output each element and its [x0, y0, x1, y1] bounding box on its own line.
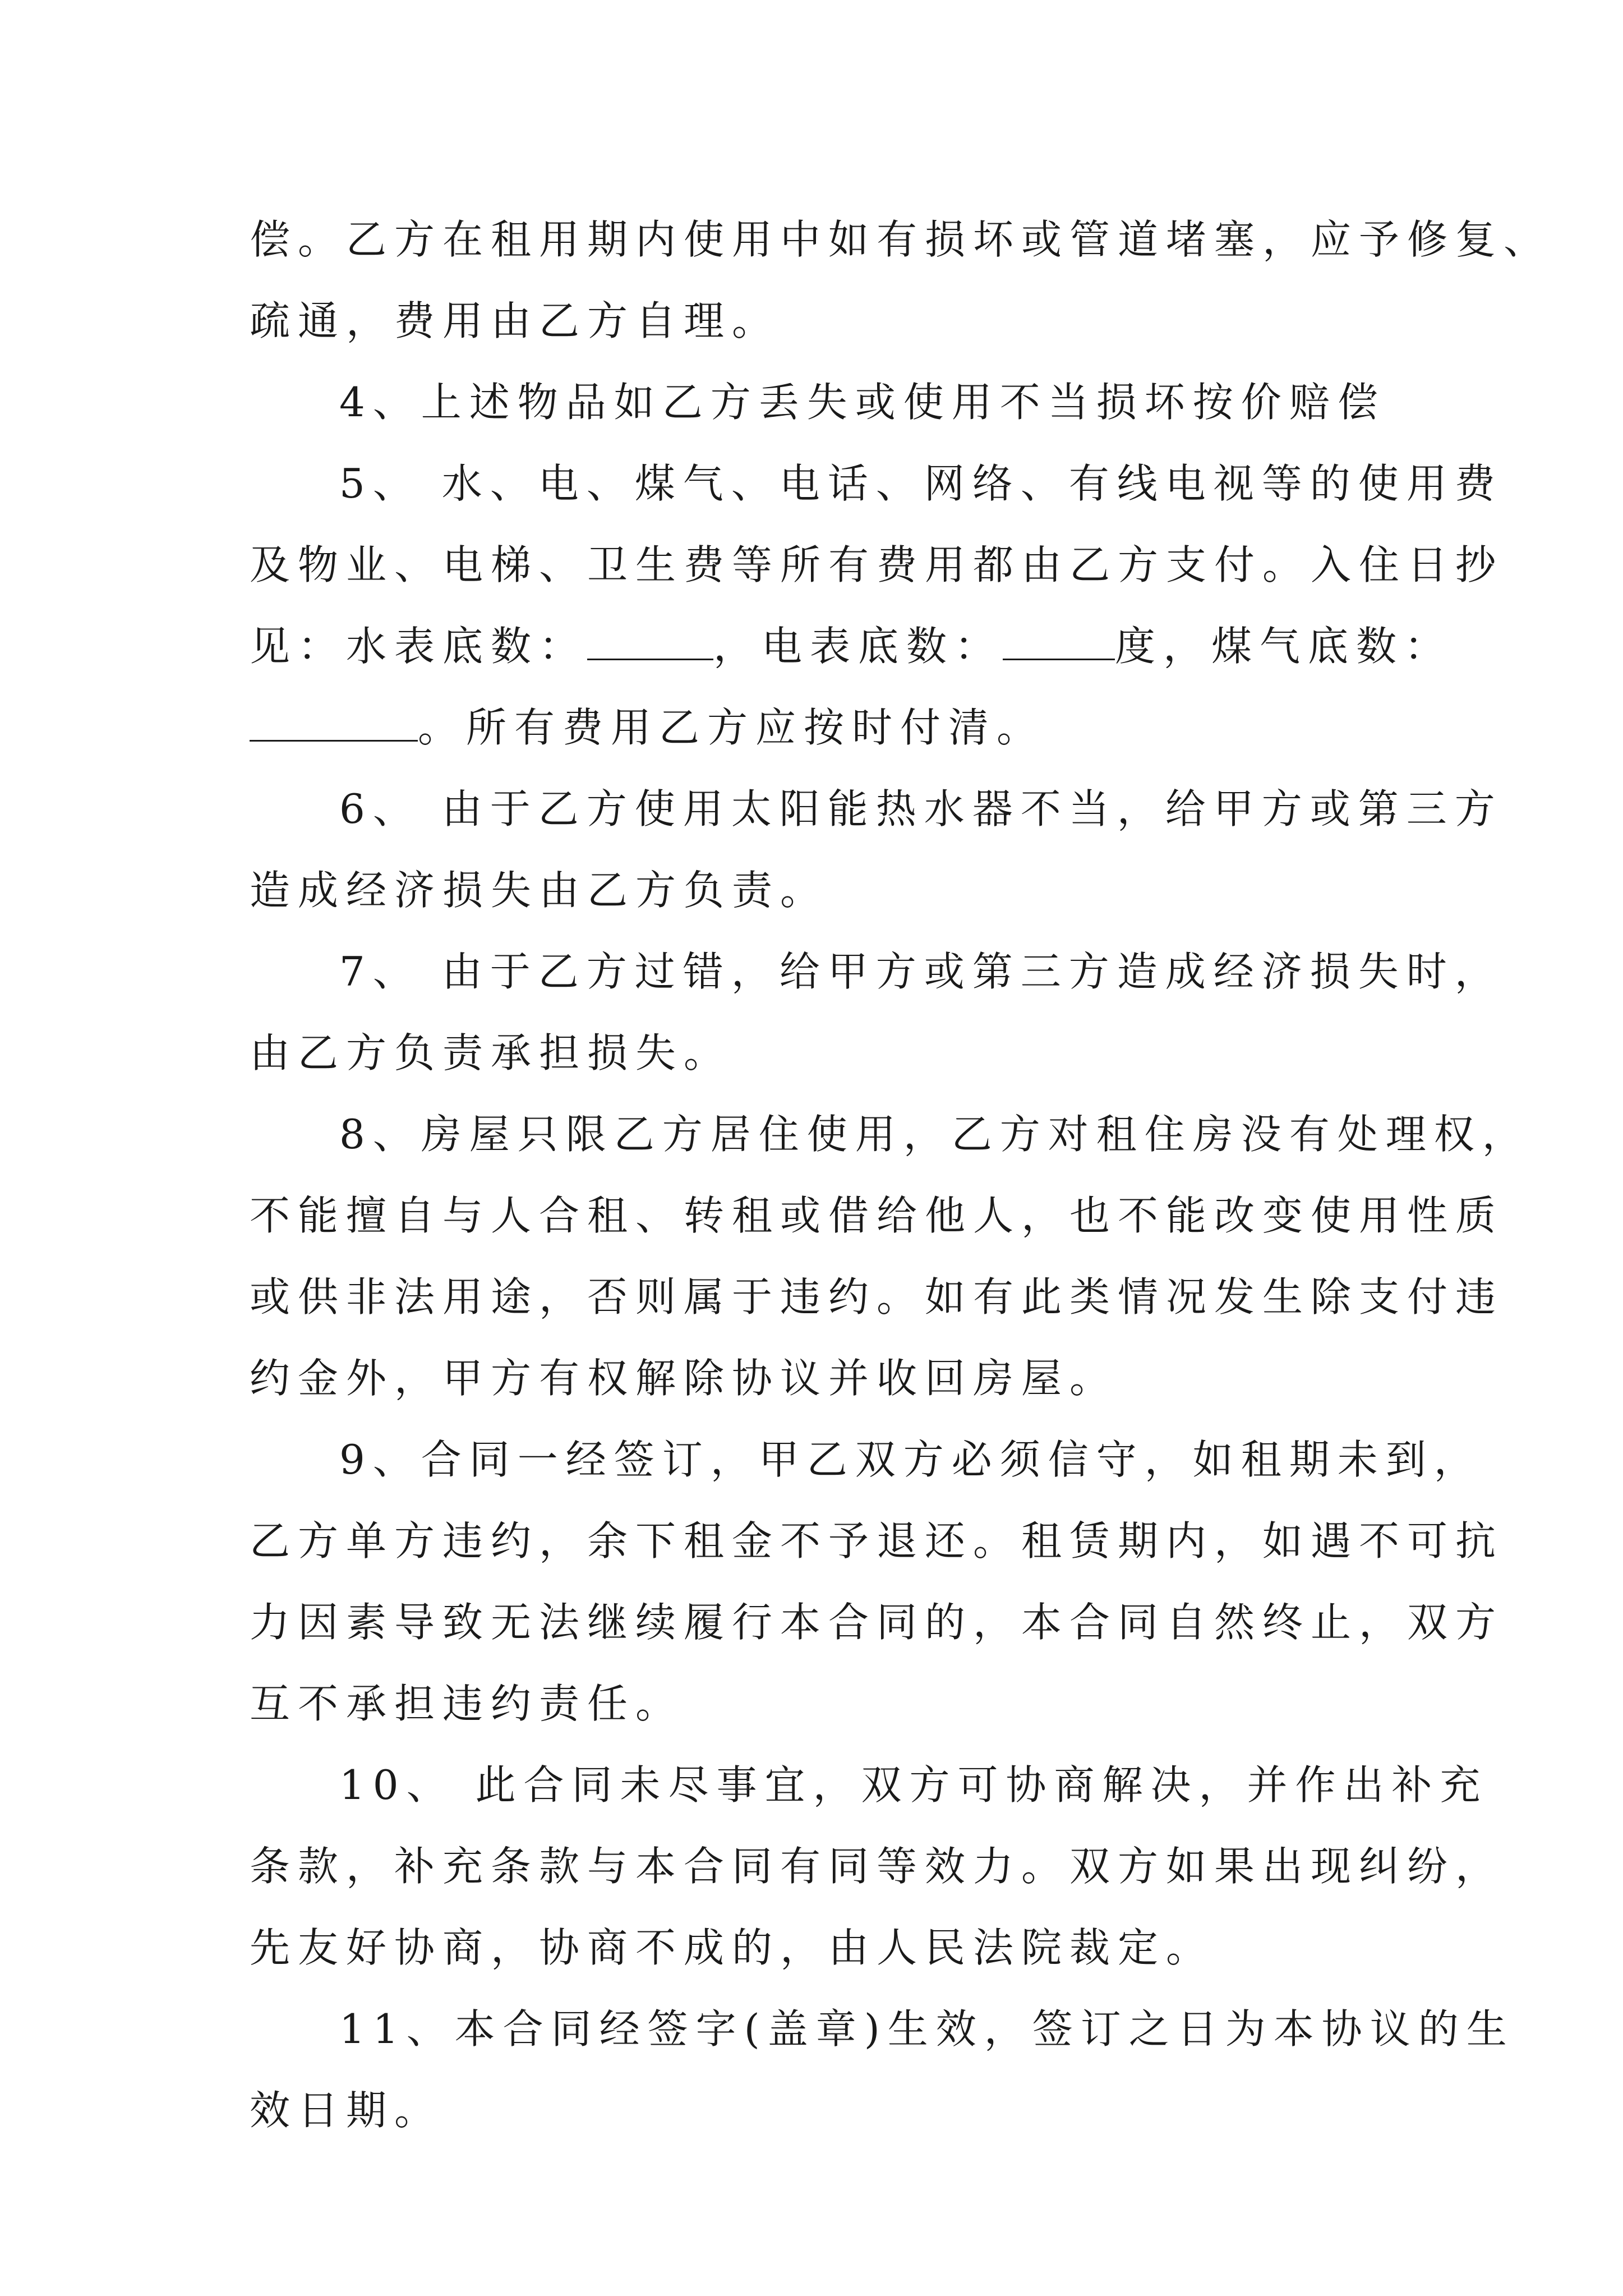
gas-reading-line — [250, 687, 1399, 769]
text-line: 疏通，费用由乙方自理。 — [250, 297, 781, 344]
clause-5: 5、 水、电、煤气、电话、网络、有线电视等的使用费 — [339, 460, 1503, 507]
water-meter-blank — [587, 614, 713, 660]
text-line: 或供非法用途，否则属于违约。如有此类情况发生除支付违 — [250, 1273, 1504, 1320]
clause-10: 10、 此合同未尽事宜，双方可协商解决，并作出补充 — [339, 1761, 1488, 1809]
text-line: 互不承担违约责任。 — [250, 1680, 684, 1727]
gas-meter-blank — [250, 695, 418, 742]
text-line: 造成经济损失由乙方负责。 — [250, 867, 829, 914]
text-line: 由乙方负责承担损失。 — [250, 1029, 732, 1076]
text-line: 偿。乙方在租用期内使用中如有损坏或管道堵塞，应予修复、 — [250, 216, 1552, 263]
gas-meter-label: 度，煤气底数： — [1115, 623, 1453, 670]
text-line: 约金外，甲方有权解除协议并收回房屋。 — [250, 1355, 1118, 1402]
payment-note: 。所有费用乙方应按时付清。 — [418, 704, 1045, 751]
clause-7: 7、 由于乙方过错，给甲方或第三方造成经济损失时， — [339, 948, 1503, 995]
text-line: 效日期。 — [250, 2087, 443, 2134]
clause-6: 6、 由于乙方使用太阳能热水器不当，给甲方或第三方 — [339, 785, 1503, 832]
text-line: 及物业、电梯、卫生费等所有费用都由乙方支付。入住日抄 — [250, 541, 1504, 588]
text-line: 不能擅自与人合租、转租或借给他人，也不能改变使用性质 — [250, 1192, 1504, 1239]
meter-reading-line — [250, 606, 1453, 687]
electric-meter-label: ，电表底数： — [713, 623, 1003, 670]
water-meter-label: 见：水表底数： — [250, 623, 588, 670]
clause-4: 4、上述物品如乙方丢失或使用不当损坏按价赔偿 — [339, 379, 1386, 426]
text-line: 条款，补充条款与本合同有同等效力。双方如果出现纠纷， — [250, 1843, 1504, 1890]
clause-11: 11、本合同经签字(盖章)生效，签订之日为本协议的生 — [339, 2005, 1515, 2053]
clause-9: 9、合同一经签订，甲乙双方必须信守，如租期未到， — [339, 1436, 1482, 1483]
clause-8: 8、房屋只限乙方居住使用，乙方对租住房没有处理权， — [339, 1111, 1530, 1158]
electric-meter-blank — [1003, 614, 1115, 660]
text-line: 乙方单方违约，余下租金不予退还。租赁期内，如遇不可抗 — [250, 1517, 1504, 1565]
document-body — [250, 199, 1552, 2151]
text-line: 先友好协商，协商不成的，由人民法院裁定。 — [250, 1924, 1215, 1971]
text-line: 力因素导致无法继续履行本合同的，本合同自然终止，双方 — [250, 1599, 1504, 1646]
